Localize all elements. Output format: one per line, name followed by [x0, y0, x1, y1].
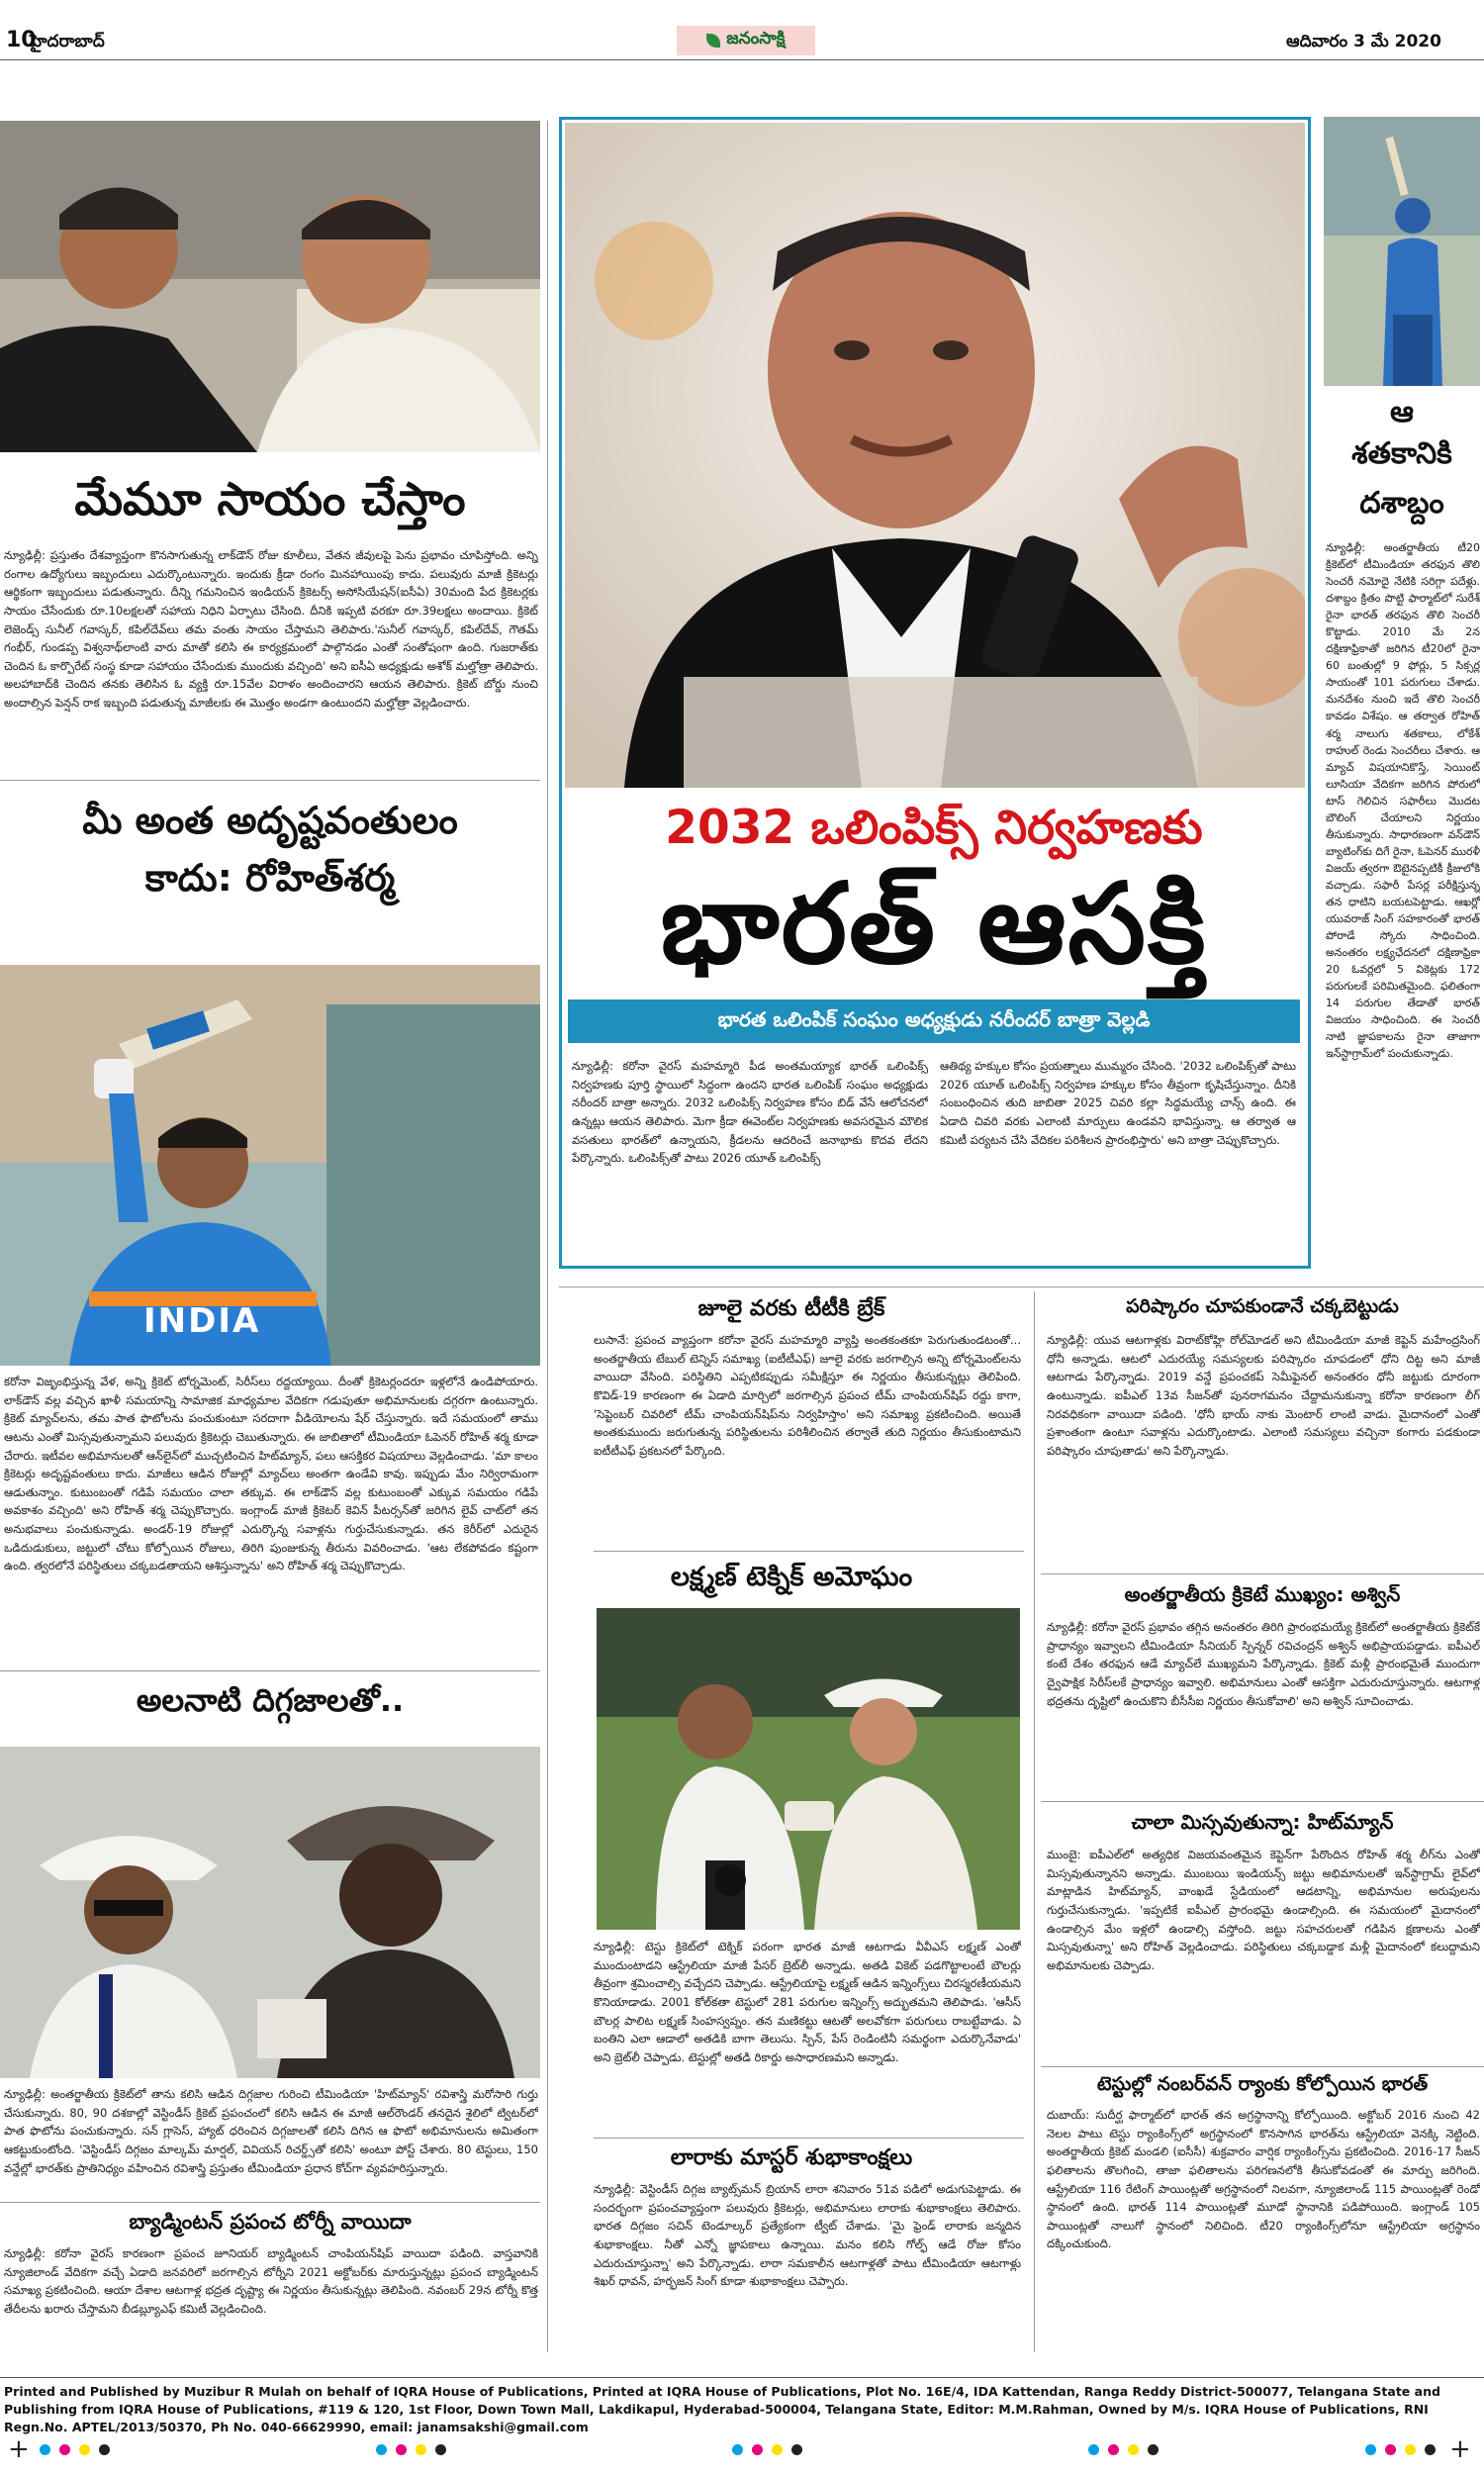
yellow-dot-icon	[1405, 2444, 1416, 2455]
photo-shastri-legends	[0, 1747, 540, 2078]
magenta-dot-icon	[1108, 2444, 1119, 2455]
cyan-dot-icon	[1088, 2444, 1099, 2455]
headline-chakravyuham: పరిష్కారం చూపకుండానే చక్కబెట్టుడు	[1126, 1295, 1399, 1317]
headline-century-line1: ఆ	[1390, 395, 1414, 429]
divider	[594, 2138, 1024, 2139]
magenta-dot-icon	[396, 2444, 407, 2455]
headline-hitman: చాలా మిస్సవుతున్నా: హిట్‌మ్యాన్	[1131, 1810, 1394, 1834]
headline-ashwin: అంతర్జాతీయ క్రికెటే ముఖ్యం: అశ్విన్	[1124, 1582, 1401, 1606]
photo-laxman-lee	[597, 1608, 1020, 1930]
headline-rohit-line1: మీ అంత అదృష్టవంతులం	[82, 799, 458, 842]
headline-olympics-line2: భారత్ ఆసక్తి	[660, 860, 1208, 989]
yellow-dot-icon	[1128, 2444, 1139, 2455]
issue-date: ఆదివారం 3 మే 2020	[1286, 32, 1441, 51]
black-dot-icon	[1425, 2444, 1436, 2455]
body-help: న్యూఢిల్లీ: ప్రస్తుతం దేశవ్యాప్తంగా కొనసాగుతున్న లాక్‌డౌన్ రోజు కూలీలు, వేతన జీవులపై పెను ప్రభావం చూపిస్తోంది. అన్ని రంగాల ఉద్యోగులు ఇబ్బందులు ఎదుర్కొంటున్నారు. ఇందుకు క్రీడా రంగం మినహాయింపు కాదు. పలువురు మాజీ క్రికెటర్లు ఆర్థికంగా ఇబ్బందులు పడుతున్నారు. దీన్ని గమనించిన ఇండియన్ క్రికెటర్స్ అసోసియేషన్(ఐసీఏ) 30మంది పేద క్రికెటర్లకు సాయం చేసేందుకు రూ.10లక్షలతో సహాయ నిధిని ఏర్పాటు చేసింది. దీనికి ఇప్పటి వరకూ రూ.39లక్షలు అందాయి. క్రికెట్ లెజెండ్స్ సునీల్ గవాస్కర్, కపిల్‌దేవ్‌లు తమ వంతు సాయం చేస్తామని తెలిపారు.'సునీల్ గవాస్కర్, కపిల్‌దేవ్, గౌతమ్ గంభీర్, గుండప్ప విశ్వనాథ్‌లాంటి వారు మాతో కలిసి ఈ కార్యక్రమంలో పాల్గొనడం ఎంతో సంతోషంగా ఉంది. గుజరాత్‌కు చెందిన ఓ కార్పొరేట్ సంస్థ కూడా సహాయం చేసేందుకు ముందుకు వచ్చింది' అని ఐసీఏ అధ్యక్షుడు అశోక్ మల్హోత్రా తెలిపారు. అలహాబాద్‌కి చెందిన తనకు తెలిసిన ఓ వ్యక్తి రూ.15వేల విరాళం అందించారని ఆయన తెలిపారు. క్రికెట్ బోర్డు నుంచి అందాల్సిన పెన్షన్ రాక ఇబ్బంది పడుతున్న మాజీలకు ఈ మొత్తం అండగా ఉంటుందని మల్హోత్రా వెల్లడించారు.	[4, 548, 538, 710]
divider	[594, 1551, 1024, 1552]
headline-july-break: జూలై వరకు టీటీకి బ్రేక్	[697, 1296, 885, 1321]
body-rohit: కరోనా విజృంభిస్తున్న వేళ, అన్ని క్రికెట్ టోర్నమెంట్, సిరీస్‌లు రద్దయ్యాయి. దీంతో క్రికెటర్లందరూ ఇళ్లలోనే ఉండిపోయారు. లాక్‌డౌన్ వల్ల వచ్చిన ఖాళీ సమయాన్ని సామాజిక మాధ్యమాల వేదికగా గడుపుతూ అభిమానులకు దగ్గరగా ఉంటున్నారు. క్రికెట్ మ్యాచ్‌లను, తమ పాత ఫొటోలను పంచుకుంటూ సరదాగా వీడియోలను షేర్ చేస్తున్నారు. ఇదే సమయంలో తాము ఆటను ఎంతో మిస్సవుతున్నామని పలువురు క్రికెటర్లు చెబుతున్నారు. ఈ జాబితాలో టీమిండియా ఓపెనర్ రోహిత్ శర్మ కూడా చేరారు. ఇటీవల అభిమానులతో ఆన్‌లైన్‌లో ముచ్చటించిన హిట్‌మ్యాన్, పలు ఆసక్తికర విషయాలు వెల్లడించాడు. 'మా కాలం క్రికెటర్లు అదృష్టవంతులు కాదు. మాజీలు ఆడిన రోజుల్లో మ్యాచ్‌లు అంతగా ఉండేవి కావు. ఇప్పుడు మేం నిర్విరామంగా ఆడుతున్నాం. కుటుంబంతో గడిపే సమయం చాలా తక్కువ. ఈ లాక్‌డౌన్ వల్ల కుటుంబంతో ఎక్కువ సమయం గడిపే అవకాశం వచ్చింది' అని రోహిత్ శర్మ చెప్పుకొచ్చారు. ఇంగ్లాండ్ మాజీ క్రికెటర్ కెవిన్ పీటర్సన్‌తో జరిగిన లైవ్ చాట్‌లో తన అనుభవాలు పంచుకున్నాడు. అండర్-19 రోజుల్లో ఎదుర్కొన్న సవాళ్లను గుర్తుచేసుకున్నాడు. తన కెరీర్‌లో ఎదురైన ఒడిదుడుకులు, జట్టులో చోటు కోల్పోయిన రోజులు, తిరిగి పుంజుకున్న తీరును వివరించాడు. 'ఆట లేకపోవడం కష్టంగా ఉంది. త్వరలోనే పరిస్థితులు చక్కబడతాయని ఆశిస్తున్నాను' అని రోహిత్ శర్మ చెప్పుకొచ్చాడు.	[4, 1375, 538, 1573]
headline-ranking: టెస్టుల్లో నంబర్‌వన్ ర్యాంకు కోల్పోయిన భారత్	[1096, 2073, 1429, 2095]
divider	[559, 1286, 1484, 1287]
paper-logo[interactable]	[677, 26, 815, 55]
headline-laxman: లక్ష్మణ్ టెక్నిక్ అమోఘం	[670, 1562, 913, 1592]
body-hitman: ముంబై: ఐపీఎల్‌లో అత్యధిక విజయవంతమైన కెప్టెన్‌గా పేరొందిన రోహిత్ శర్మ లీగ్‌ను ఎంతో మిస్సవుతున్నానని అన్నాడు. ముంబయి ఇండియన్స్‌ జట్టు అభిమానులతో ఇన్‌స్టాగ్రామ్ లైవ్‌లో మాట్లాడిన హిట్‌మ్యాన్, వాంఖడే స్టేడియంలో ఆడటాన్ని, అభిమానుల అరుపులను గుర్తుచేసుకున్నాడు. 'ఇప్పటికే ఐపీఎల్ ప్రారంభమై ఉండాల్సింది. ఈ సమయంలో మైదానంలో ఉండాల్సిన మేం ఇళ్లలో ఉండాల్సి వస్తోంది. జట్టు సహచరులతో గడిపిన క్షణాలను ఎంతో మిస్సవుతున్నా' అని రోహిత్ వెల్లడించాడు. పరిస్థితులు చక్కబడ్డాక మళ్లీ మైదానంలో కలుద్దామని అభిమానులకు చెప్పాడు.	[1047, 1848, 1480, 1972]
masthead-rule	[0, 59, 1484, 60]
olympics-strapline: భారత ఒలింపిక్ సంఘం అధ్యక్షుడు నరీందర్ బాత్రా వెల్లడి	[568, 1000, 1300, 1043]
body-badminton: న్యూఢిల్లీ: కరోనా వైరస్ కారణంగా ప్రపంచ జూనియర్ బ్యాడ్మింటన్ చాంపియన్‌షిప్ వాయిదా పడింది. వాస్తవానికి న్యూజిలాండ్ వేదికగా వచ్చే ఏడాది జనవరిలో జరగాల్సిన టోర్నీని 2021 అక్టోబర్‌కు మారుస్తున్నట్లు ప్రపంచ బ్యాడ్మింటన్ సమాఖ్య ప్రకటించింది. ఆయా దేశాల ఆటగాళ్ల భద్రత దృష్ట్యా ఈ నిర్ణయం తీసుకున్నట్లు తెలిపింది. నవంబర్ 29న టోర్నీ కొత్త తేదీలను ఖరారు చేస్తామని బీడబ్ల్యూఎఫ్ కమిటీ వెల్లడించింది.	[4, 2246, 538, 2316]
headline-century-line2: శతకానికి	[1351, 436, 1452, 471]
column-rule	[547, 121, 548, 2352]
logo-leaf-icon	[706, 34, 720, 48]
cyan-dot-icon	[40, 2444, 50, 2455]
column-rule	[1034, 1291, 1035, 2352]
divider	[0, 2202, 540, 2203]
divider	[1041, 2066, 1484, 2067]
paper-name: జనంసాక్షి	[726, 29, 786, 48]
headline-century-line3: దశాబ్దం	[1359, 486, 1444, 521]
body-olympics-col1: న్యూఢిల్లీ: కరోనా వైరస్ మహమ్మారి పీడ అంతమయ్యాక భారత్ ఒలింపిక్స్ నిర్వహణకు పూర్తి స్థాయిలో సిద్ధంగా ఉందని భారత ఒలింపిక్ సంఘం అధ్యక్షుడు నరీందర్ బాత్రా అన్నారు. 2032 ఒలింపిక్స్ నిర్వహణ కోసం బిడ్ వేసే ఆలోచనలో ఉన్నట్లు ఆయన తెలిపారు. మెగా క్రీడా ఈవెంట్‌ల నిర్వహణకు అవసరమైన మౌలిక వసతులు భారత్‌లో ఉన్నాయని, క్రీడలను ఆదరించే జనాభాకు కొదవ లేదని పేర్కొన్నారు. ఒలింపిక్స్‌తో పాటు 2026 యూత్ ఒలింపిక్స్	[572, 1059, 928, 1166]
cyan-dot-icon	[732, 2444, 743, 2455]
body-lara: న్యూఢిల్లీ: వెస్టిండీస్ దిగ్గజ బ్యాట్స్‌మన్ బ్రియాన్ లారా శనివారం 51వ పడిలో అడుగుపెట్టాడు. ఈ సందర్భంగా ప్రపంచవ్యాప్తంగా పలువురు క్రికెటర్లు, అభిమానులు లారాకు శుభాకాంక్షలు తెలిపారు. భారత దిగ్గజం సచిన్ టెండూల్కర్ ప్రత్యేకంగా ట్వీట్ చేశాడు. 'మై ఫ్రెండ్ లారాకు జన్మదిన శుభాకాంక్షలు. నీతో ఎన్నో జ్ఞాపకాలు ఉన్నాయి. మనం కలిసి గోల్ఫ్ ఆడే రోజు కోసం ఎదురుచూస్తున్నా' అని పేర్కొన్నాడు. లారా సమకాలీన ఆటగాళ్లతో పాటు టీమిండియా ఆటగాళ్లు శిఖర్ ధావన్, హర్భజన్ సింగ్ కూడా శుభాకాంక్షలు చెప్పారు.	[594, 2182, 1021, 2289]
yellow-dot-icon	[79, 2444, 90, 2455]
body-diggajalu: న్యూఢిల్లీ: అంతర్జాతీయ క్రికెట్‌లో తాను కలిసి ఆడిన దిగ్గజాల గురించి టీమిండియా 'హిట్‌మ్యాన్' రవిశాస్త్రి మరోసారి గుర్తు చేసుకున్నారు. 80, 90 దశకాల్లో వెస్టిండీస్ క్రికెట్ ప్రపంచంలో కలిసి ఆడిన ఈ మాజీ ఆల్‌రౌండర్ తనదైన శైలిలో ట్విటర్‌లో పాత ఫొటోను పంచుకున్నారు. సన్ గ్లాసెస్, హ్యాట్ ధరించిన దిగ్గజాలతో కలిసి దిగిన ఆ ఫొటో అభిమానులను అమితంగా ఆకట్టుకుంటోంది. 'వెస్టిండీస్ దిగ్గజం మాల్కమ్ మార్షల్, వివియన్ రిచర్డ్స్‌తో కలిసి'‌ అంటూ పోస్ట్ చేశారు. 80 టెస్టులు, 150 వన్డేల్లో భారత్‌కు ప్రాతినిధ్యం వహించిన రవిశాస్త్రి ప్రస్తుతం టీమిండియా ప్రధాన కోచ్‌గా వ్యవహరిస్తున్నారు.	[4, 2087, 538, 2175]
registration-cross-icon: +	[8, 2434, 30, 2464]
divider	[1041, 1801, 1484, 1802]
body-century: న్యూఢిల్లీ: అంతర్జాతీయ టీ20 క్రికెట్‌లో టీమిండియా తరఫున తొలి సెంచరీ నమోదై నేటికి సరిగ్గా పదేళ్లు. దశాబ్దం క్రితం పొట్టి ఫార్మాట్‌లో సురేశ్ రైనా భారత్ తరఫున తొలి సెంచరీ కొట్టాడు. 2010 మే 2న దక్షిణాఫ్రికాతో జరిగిన టీ20లో రైనా 60 బంతుల్లో 9 ఫోర్లు, 5 సిక్సర్ల సాయంతో 101 పరుగులు చేశాడు. మనదేశం నుంచి ఇదే తొలి సెంచరీ కావడం విశేషం. ఆ తర్వాత రోహిత్ శర్మ నాలుగు శతకాలు, లోకేశ్ రాహుల్ రెండు సెంచరీలు చేశారు. ఆ మ్యాచ్ విషయానికొస్తే, సెయింట్ లూసియా వేదికగా జరిగిన పోరులో టాస్ గెలిచిన సఫారీలు మొదట బౌలింగ్ చేయాలని నిర్ణయం తీసుకున్నారు. సాధారణంగా వన్‌డౌన్ బ్యాటింగ్‌కు దిగే రైనా, ఓపెనర్ మురళీ విజయ్ త్వరగా ఔటైనప్పటికీ క్రీజులోకి వచ్చాడు. సఫారీ పేసర్ల పరీక్షిస్తున్న తన ధాటిని బయటపెట్టాడు. ఆఖర్లో యువరాజ్ సింగ్ సహకారంతో భారత్ పోరాడే స్కోరు సాధించింది. అనంతరం లక్ష్యఛేదనలో దక్షిణాఫ్రికా 20 ఓవర్లలో 5 వికెట్లకు 172 పరుగులకే పరిమితమైంది. ఫలితంగా 14 పరుగుల తేడాతో భారత్ విజయం సాధించింది. ఈ సెంచరీ నాటి జ్ఞాపకాలను రైనా తాజాగా ఇన్‌స్టాగ్రామ్‌లో పంచుకున్నాడు.	[1326, 541, 1480, 1061]
magenta-dot-icon	[59, 2444, 70, 2455]
page-number: 10	[6, 28, 37, 52]
headline-help: మేమూ సాయం చేస్తాం	[74, 472, 466, 525]
photo-rohit-sharma	[0, 965, 540, 1366]
body-laxman: న్యూఢిల్లీ: టెస్టు క్రికెట్‌లో టెక్నిక్ పరంగా భారత మాజీ ఆటగాడు వీవీఎస్ లక్ష్మణ్ ఎంతో ముందుంటాడని ఆస్ట్రేలియా మాజీ పేసర్ బ్రెట్‌లీ అన్నాడు. అతడి వికెట్ పడగొట్టాలంటే బౌలర్లు తీవ్రంగా శ్రమించాల్సి వచ్చేదని చెప్పాడు. ఆస్ట్రేలియాపై లక్ష్మణ్ ఆడిన ఇన్నింగ్స్‌లు చిరస్మరణీయమని కొనియాడాడు. 2001 కోల్‌కతా టెస్టులో 281 పరుగుల ఇన్నింగ్స్ అద్భుతమని తెలిపాడు. 'ఆసీస్ బౌలర్ల పాలిట లక్ష్మణ్ సింహస్వప్నం. తన మణికట్టు ఆటతో అలవోకగా పరుగులు రాబట్టేవాడు. ఏ బంతిని ఎలా ఆడాలో అతడికి బాగా తెలుసు. స్పిన్, పేస్ రెండింటినీ సమర్థంగా ఎదుర్కొనేవాడు' అని బ్రెట్‌లీ చెప్పాడు. టెస్టుల్లో అతడి రికార్డు అసాధారణమని అన్నాడు.	[594, 1940, 1021, 2064]
headline-lara: లారాకు మాస్టర్ శుభాకాంక్షలు	[670, 2145, 913, 2170]
body-chakravyuham: న్యూఢిల్లీ: యువ ఆటగాళ్లకు విరాట్‌కోహ్లి రోల్‌మోడల్ అని టీమిండియా మాజీ కెప్టెన్ మహేంద్రసింగ్ ధోనీ అన్నాడు. ఆటలో ఎదురయ్యే సమస్యలకు పరిష్కారం చూపడంలో ధోని దిట్ట అని మాజీ ఆటగాడు పేర్కొన్నాడు. 2019 వన్డే ప్రపంచకప్ సెమీఫైనల్ అనంతరం ధోనీ జట్టుకు దూరంగా ఉంటున్నాడు. ఐపీఎల్ 13వ సీజన్‌తో పునరాగమనం చేద్దామనుకున్నా కరోనా కారణంగా లీగ్ నిరవధికంగా వాయిదా పడింది. 'ధోనీ భాయ్ నాకు మెంటార్ లాంటి వాడు. మైదానంలో ఎంతో ప్రశాంతంగా ఉంటూ సవాళ్లను ఎదుర్కొంటాడు. ఎలాంటి సమస్యలు వచ్చినా కంగారు పడకుండా పరిష్కారం చూపుతాడు' అని పేర్కొన్నాడు.	[1047, 1333, 1480, 1458]
yellow-dot-icon	[772, 2444, 783, 2455]
photo-kapil-gavaskar	[0, 121, 540, 452]
cyan-dot-icon	[1365, 2444, 1376, 2455]
black-dot-icon	[99, 2444, 110, 2455]
colour-registration-strip	[40, 2444, 1444, 2458]
black-dot-icon	[1148, 2444, 1159, 2455]
edition-city: హైదరాబాద్	[30, 32, 105, 51]
headline-badminton: బ్యాడ్మింటన్ ప్రపంచ టోర్నీ వాయిదా	[129, 2210, 412, 2234]
divider	[0, 780, 540, 781]
body-olympics-col2: ఆతిథ్య హక్కుల కోసం ప్రయత్నాలు ముమ్మరం చేసింది. '2032 ఒలింపిక్స్‌తో పాటు 2026 యూత్ ఒలింపిక్స్ నిర్వహణ హక్కుల కోసం తీవ్రంగా కృషిచేస్తున్నాం. దీనికి సంబంధించిన తుది జాబితా 2025 చివరి కల్లా సిద్ధమయ్యే చాన్స్ ఉంది. ఈ ఏడాది చివరి వరకు ఎలాంటి మార్పులు ఉండవని భావిస్తున్నా. ఆ తర్వాత ఆ కమిటీ పర్యటన చేసి వేదికల పరిశీలన ప్రారంభిస్తారు' అని బాత్రా చెప్పుకొచ్చారు.	[940, 1059, 1296, 1147]
black-dot-icon	[435, 2444, 446, 2455]
body-ranking: దుబాయ్: సుదీర్ఘ ఫార్మాట్‌లో భారత్ తన అగ్రస్థానాన్ని కోల్పోయింది. అక్టోబర్ 2016 నుంచి 42 నెలల పాటు టెస్టు ర్యాంకింగ్స్‌లో అగ్రస్థానంలో కొనసాగిన భారత్‌ను ఆస్ట్రేలియా వెనక్కి నెట్టింది. అంతర్జాతీయ క్రికెట్ మండలి (ఐసీసీ) శుక్రవారం వార్షిక ర్యాంకింగ్స్‌ను ప్రకటించింది. 2016-17 సీజన్ ఫలితాలను తొలగించి, తాజా ఫలితాలను పరిగణనలోకి తీసుకోవడంతో ఈ మార్పు జరిగింది. ఆస్ట్రేలియా 116 రేటింగ్ పాయింట్లతో అగ్రస్థానంలో నిలవగా, న్యూజిలాండ్ 115 పాయింట్లతో రెండో స్థానంలో ఉంది. భారత్ 114 పాయింట్లతో మూడో స్థానానికి పడిపోయింది. ఇంగ్లాండ్ 105 పాయింట్లతో నాలుగో స్థానంలో నిలిచింది. టీ20 ర్యాంకింగ్స్‌లోనూ ఆస్ట్రేలియా అగ్రస్థానం దక్కించుకుంది.	[1047, 2108, 1480, 2251]
magenta-dot-icon	[752, 2444, 763, 2455]
photo-narinder-batra	[565, 123, 1305, 788]
yellow-dot-icon	[416, 2444, 426, 2455]
headline-olympics-line1: 2032 ఒలింపిక్స్ నిర్వహణకు	[665, 801, 1203, 855]
black-dot-icon	[791, 2444, 802, 2455]
divider	[1041, 1573, 1484, 1574]
body-ashwin: న్యూఢిల్లీ: కరోనా వైరస్ ప్రభావం తగ్గిన అనంతరం తిరిగి ప్రారంభమయ్యే క్రికెట్‌లో అంతర్జాతీయ క్రికెట్‌కే ప్రాధాన్యం ఇవ్వాలని టీమిండియా సీనియర్ స్పిన్నర్ రవిచంద్రన్ అశ్విన్ అభిప్రాయపడ్డాడు. ఐపీఎల్ కంటే దేశం తరఫున ఆడే మ్యాచ్‌లే ముఖ్యమని పేర్కొన్నాడు. క్రికెట్ మళ్లీ ప్రారంభమైతే ముందుగా ద్వైపాక్షిక సిరీస్‌లకే ప్రాధాన్యం ఇవ్వాలి. అభిమానులు ఎంతో ఆసక్తిగా ఎదురుచూస్తున్నారు. ఆటగాళ్ల భద్రతను దృష్టిలో ఉంచుకొని బీసీసీఐ నిర్ణయం తీసుకోవాలి' అని అశ్విన్ సూచించాడు.	[1047, 1620, 1480, 1708]
footer-rule	[0, 2377, 1484, 2378]
magenta-dot-icon	[1385, 2444, 1396, 2455]
photo-suresh-raina	[1324, 117, 1480, 386]
jersey-text: INDIA	[143, 1301, 261, 1341]
headline-diggajalu: అలనాటి దిగ్గజాలతో..	[136, 1681, 405, 1719]
headline-rohit-line2: కాదు: రోహిత్‌శర్మ	[144, 856, 396, 900]
print-imprint: Printed and Published by Muzibur R Mulah on behalf of IQRA House of Publications, Printed at IQRA House of Publications, Plot No. 16E/4, IDA Kattendan, Ranga Reddy District-500077, Telangana State and Publishing from IQRA House of Publications, #119 & 120, 1st Floor, Down Town Mall, Lakdikapul, Hyderabad-500004, Telangana State, Editor: M.M.Rahman, Owned by M/s. IQRA House of Publications, RNI Regn.No. APTEL/2013/50370, Ph No. 040-66629990, email: janamsakshi@gmail.com	[4, 2384, 1440, 2435]
divider	[0, 1670, 540, 1671]
cyan-dot-icon	[376, 2444, 387, 2455]
registration-cross-icon: +	[1449, 2434, 1471, 2464]
body-july-break: లుసానే: ప్రపంచ వ్యాప్తంగా కరోనా వైరస్ మహమ్మారి వ్యాప్తి అంతకంతకూ పెరుగుతుండటంతో... అంతర్జాతీయ టేబుల్ టెన్నిస్ సమాఖ్య (ఐటీటీఎఫ్) జూలై వరకు జరగాల్సిన అన్ని టోర్నమెంట్‌లను వాయిదా వేసింది. పరిస్థితిని ఎప్పటికప్పుడు సమీక్షిస్తూ ఈ నిర్ణయం తీసుకున్నట్లు తెలిపింది. కొవిడ్-19 కారణంగా ఈ ఏడాది మార్చిలో జరగాల్సిన ప్రపంచ టీమ్ చాంపియన్‌షిప్ రద్దు కాగా, 'సెప్టెంబర్ చివరిలో టీమ్ చాంపియన్‌షిప్‌ను నిర్వహిస్తాం' అని సమాఖ్య ప్రకటించింది. అయితే అంతకుముందు జరుగుతున్న పరిస్థితులను పరిశీలించిన తర్వాతే తుది నిర్ణయం తీసుకుంటామని ఐటీటీఎఫ్ ప్రకటనలో పేర్కొంది.	[594, 1333, 1021, 1458]
